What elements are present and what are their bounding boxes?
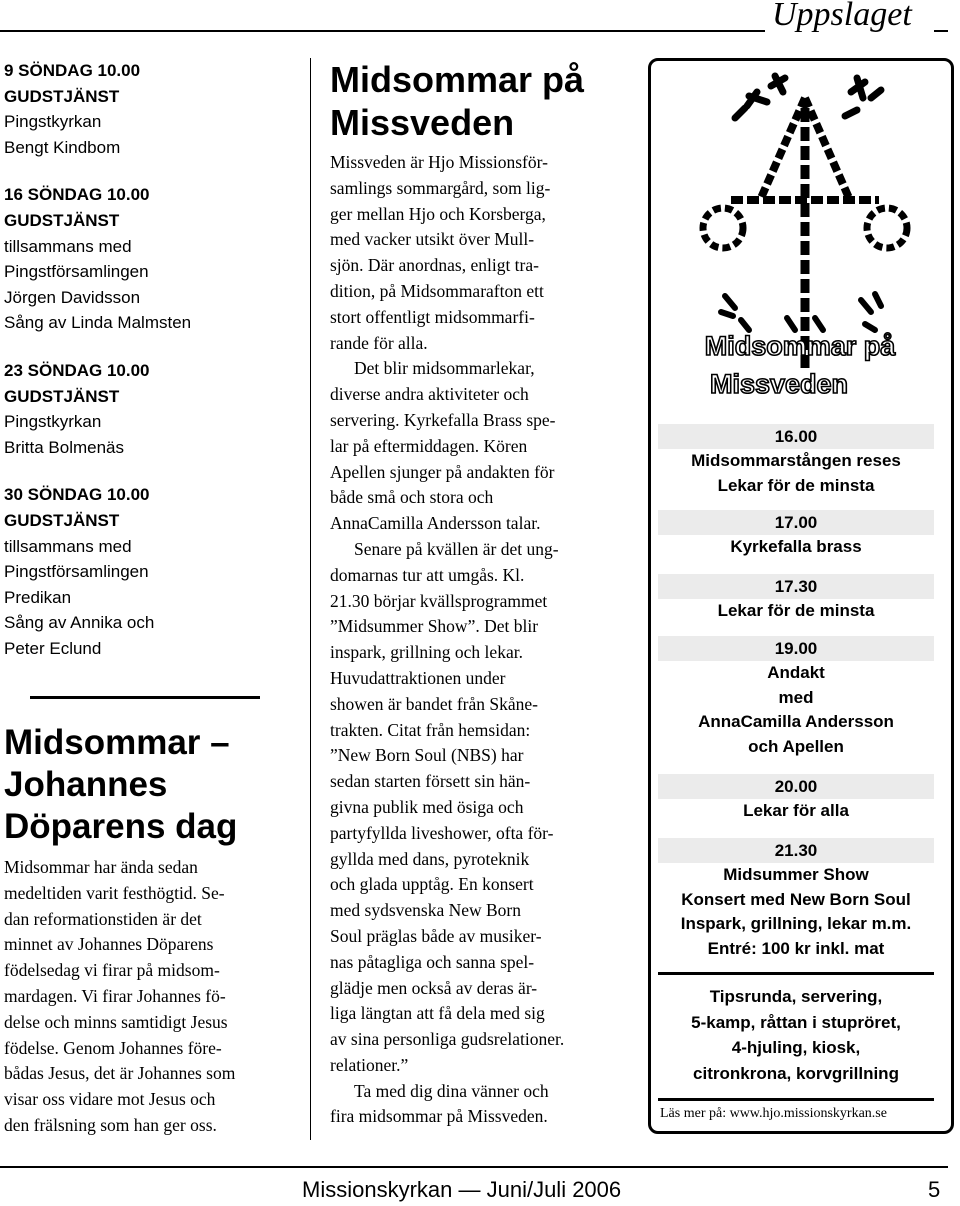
text-line: mardagen. Vi firar Johannes fö- <box>4 985 226 1006</box>
text-line: givna publik med ösiga och <box>330 796 524 817</box>
text-line: Det blir midsommarlekar, <box>354 358 535 379</box>
service-day: 23 SÖNDAG 10.00 <box>4 360 150 380</box>
maypole-art <box>675 68 935 418</box>
activity-line: 4-hjuling, kiosk, <box>731 1038 861 1057</box>
text-line: ”New Born Soul (NBS) har <box>330 745 524 766</box>
text-line: födelse. Genom Johannes före- <box>4 1037 222 1058</box>
schedule-item <box>658 574 934 624</box>
service-type: GUDSTJÄNST <box>4 210 120 230</box>
text-line: minnet av Johannes Döparens <box>4 934 214 955</box>
text-line: födelsedag vi firar på midsom- <box>4 960 220 981</box>
service-listings <box>4 58 286 683</box>
service-detail: Peter Eclund <box>4 638 102 658</box>
schedule-item <box>658 424 934 498</box>
schedule-desc: Kyrkefalla brass <box>730 537 862 556</box>
text-line: både små och stora och <box>330 487 494 508</box>
service-detail: Britta Bolmenäs <box>4 437 124 457</box>
text-line: Soul präglas både av musiker- <box>330 925 542 946</box>
text-line: med sydsvenska New Born <box>330 900 522 921</box>
heading-line: Midsommar – <box>4 723 230 762</box>
text-line: dan reformationstiden är det <box>4 908 202 929</box>
text-line: gyllda med dans, pyroteknik <box>330 848 530 869</box>
text-line: visar oss vidare mot Jesus och <box>4 1089 216 1110</box>
schedule-desc: Lekar för de minsta <box>717 475 875 495</box>
footer-rule <box>0 1166 948 1168</box>
schedule-desc: Lekar för de minsta <box>717 601 875 620</box>
service-detail: Sång av Linda Malmsten <box>4 313 192 333</box>
schedule-time: 16.00 <box>658 424 934 449</box>
schedule-desc: Entré: 100 kr inkl. mat <box>707 938 885 958</box>
text-line: med vacker utsikt över Mull- <box>330 229 535 250</box>
schedule-desc: och Apellen <box>748 736 844 756</box>
art-lettering <box>705 331 897 399</box>
text-line: Huvudattraktionen under <box>330 667 506 688</box>
text-line: sjön. Där anordnas, enligt tra- <box>330 255 539 276</box>
svg-text:Midsommar på: Midsommar på <box>704 331 896 361</box>
text-line: fira midsommar på Missveden. <box>330 1106 548 1127</box>
service-entry <box>4 482 286 661</box>
header-rule <box>0 30 765 32</box>
service-entry <box>4 58 286 160</box>
service-detail: tillsammans med <box>4 236 132 256</box>
text-line: Senare på kvällen är det ung- <box>354 538 559 559</box>
box-rule <box>658 972 934 975</box>
service-detail: Pingstförsamlingen <box>4 562 149 582</box>
text-line: relationer.” <box>330 1054 409 1075</box>
text-line: trakten. Citat från hemsidan: <box>330 719 531 740</box>
service-detail: Bengt Kindbom <box>4 137 121 157</box>
schedule-item <box>658 510 934 560</box>
text-line: av sina personliga gudsrelationer. <box>330 1029 565 1050</box>
text-line: inspark, grillning och lekar. <box>330 642 523 663</box>
text-line: ger mellan Hjo och Korsberga, <box>330 203 546 224</box>
schedule-time: 17.00 <box>658 510 934 535</box>
schedule-item <box>658 838 934 961</box>
schedule-desc: Inspark, grillning, lekar m.m. <box>680 914 912 933</box>
read-more-link[interactable]: Läs mer på: www.hjo.missionskyrkan.se <box>660 1106 887 1121</box>
schedule-time: 17.30 <box>658 574 934 599</box>
text-line: medeltiden varit festhögtid. Se- <box>4 882 225 903</box>
text-line: domarnas tur att umgås. Kl. <box>330 564 525 585</box>
service-detail: tillsammans med <box>4 536 132 556</box>
text-line: liga längtan att få dela med sig <box>330 1003 545 1024</box>
text-line: samlings sommargård, som lig- <box>330 177 551 198</box>
schedule-time: 19.00 <box>658 636 934 661</box>
text-line: Ta med dig dina vänner och <box>354 1080 549 1101</box>
schedule-time: 20.00 <box>658 774 934 799</box>
schedule-time: 21.30 <box>658 838 934 863</box>
column-divider <box>310 58 311 1140</box>
text-line: den frälsning som han ger oss. <box>4 1114 217 1135</box>
text-line: delse och minns samtidigt Jesus <box>4 1011 228 1032</box>
maypole-icon <box>703 76 907 368</box>
section-title: Uppslaget <box>772 0 912 33</box>
text-line: rande för alla. <box>330 332 428 353</box>
text-line: showen är bandet från Skåne- <box>330 693 538 714</box>
service-detail: Sång av Annika och <box>4 613 155 633</box>
service-detail: Pingstkyrkan <box>4 112 102 132</box>
activities-list <box>658 984 934 1086</box>
box-rule <box>658 1098 934 1101</box>
text-line: partyfyllda liveshower, ofta för- <box>330 822 554 843</box>
service-detail: Jörgen Davidsson <box>4 287 141 307</box>
heading-line: Missveden <box>330 102 515 143</box>
text-line: lar på eftermiddagen. Kören <box>330 435 528 456</box>
footer-publication: Missionskyrkan — Juni/Juli 2006 <box>302 1177 622 1202</box>
activity-line: 5-kamp, råttan i stupröret, <box>691 1012 901 1032</box>
service-type: GUDSTJÄNST <box>4 386 120 406</box>
heading-line: Midsommar på <box>330 59 585 100</box>
service-detail: Pingstförsamlingen <box>4 262 149 282</box>
schedule-desc: AnnaCamilla Andersson <box>698 712 894 731</box>
article-body-johannes <box>4 855 294 1139</box>
page-number: 5 <box>928 1177 941 1202</box>
text-line: ”Midsummer Show”. Det blir <box>330 616 539 637</box>
schedule-desc: Konsert med New Born Soul <box>681 889 911 909</box>
text-line: dition, på Midsommarafton ett <box>330 280 544 301</box>
section-rule <box>30 696 260 699</box>
service-detail: Pingstkyrkan <box>4 412 102 432</box>
service-type: GUDSTJÄNST <box>4 510 120 530</box>
schedule-desc: Andakt <box>767 663 825 682</box>
text-line: Midsommar har ända sedan <box>4 857 198 877</box>
schedule-item <box>658 774 934 824</box>
schedule-desc: Midsommarstången reses <box>691 451 901 470</box>
text-line: stort offentligt midsommarfi- <box>330 306 535 327</box>
text-line: AnnaCamilla Andersson talar. <box>330 513 541 534</box>
text-line: diverse andra aktiviteter och <box>330 384 529 405</box>
text-line: 21.30 börjar kvällsprogrammet <box>330 590 548 611</box>
service-entry <box>4 358 286 460</box>
text-line: Apellen sjunger på andakten för <box>330 461 555 482</box>
header-tick <box>934 30 948 32</box>
schedule-item <box>658 636 934 759</box>
article-heading-johannes <box>4 722 237 848</box>
activity-line: citronkrona, korvgrillning <box>693 1063 899 1083</box>
text-line: glädje men också av deras är- <box>330 977 538 998</box>
article-heading-missveden <box>330 58 584 144</box>
schedule-desc: Lekar för alla <box>743 801 849 820</box>
schedule-desc: Midsummer Show <box>723 865 869 884</box>
service-day: 16 SÖNDAG 10.00 <box>4 185 150 205</box>
text-line: sedan starten försett sin hän- <box>330 771 531 792</box>
schedule-desc: med <box>778 687 814 707</box>
service-day: 30 SÖNDAG 10.00 <box>4 485 150 505</box>
text-line: och glada upptåg. En konsert <box>330 874 534 895</box>
service-day: 9 SÖNDAG 10.00 <box>4 61 141 80</box>
heading-line: Johannes <box>4 765 168 804</box>
text-line: bådas Jesus, det är Johannes som <box>4 1063 236 1084</box>
article-body-missveden <box>330 150 630 1130</box>
service-detail: Predikan <box>4 587 72 607</box>
text-line: Missveden är Hjo Missionsför- <box>330 152 548 172</box>
text-line: servering. Kyrkefalla Brass spe- <box>330 409 556 430</box>
service-entry <box>4 182 286 336</box>
heading-line: Döparens dag <box>4 807 238 846</box>
service-type: GUDSTJÄNST <box>4 86 120 106</box>
activity-line: Tipsrunda, servering, <box>709 987 883 1006</box>
text-line: nas påtagliga och sanna spel- <box>330 951 535 972</box>
svg-text:Missveden: Missveden <box>709 369 849 399</box>
